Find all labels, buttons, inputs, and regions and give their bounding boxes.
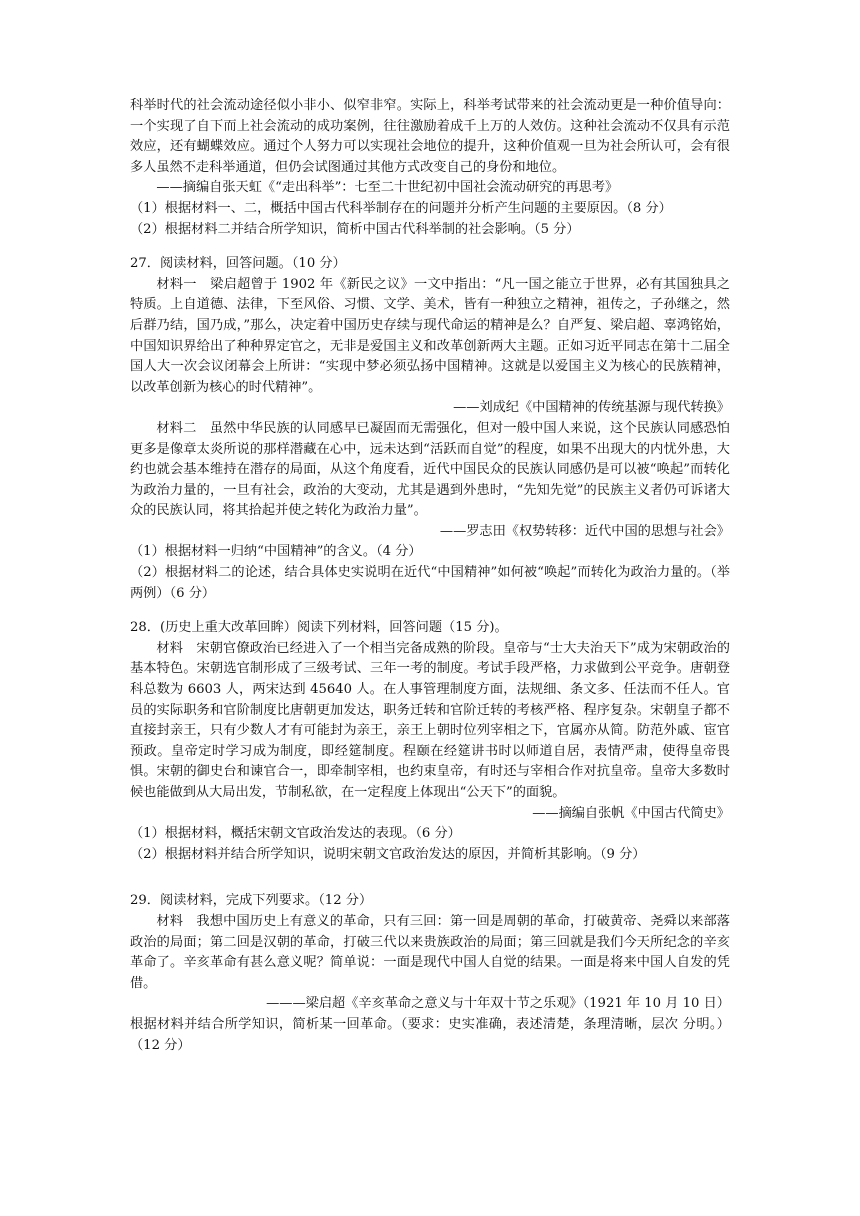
q28-material: 材料 宋朝官僚政治已经进入了一个相当完备成熟的阶段。皇帝与“士大夫治天下”成为宋朝政治的基本特色。宋朝选官制形成了三级考试、三年一考的制度。考试手段严格，力求做到公平竞争。唐朝登科总数为 6603 人，两宋达到 45640 人。在人事管理制度方面，法规细、条文多、任法而不任人。官员的实际职务和官阶制度比唐朝更加发达，职务迁转和官阶迁转的考核严格、程序复杂。宋朝皇子都不直接封亲王，只有少数人才有可能封为亲王，亲王上朝时位列宰相之下，官属亦从简。防范外戚、宦官预政。皇帝定时学习成为制度，即经筵制度。程颐在经筵讲书时以师道自居，表情严肃，使得皇帝畏惧。宋朝的御史台和谏官合一，即牵制宰相，也约束皇帝，有时还与宰相合作对抗皇帝。皇帝大多数时候也能做到从大局出发，节制私欲，在一定程度上体现出“公天下”的面貌。 [130, 640, 730, 800]
q26-question-2: （2）根据材料二并结合所学知识，简析中国古代科举制的社会影响。（5 分） [130, 221, 580, 237]
q27-source-1: ——刘成纪《中国精神的传统基源与现代转换》 [453, 400, 730, 416]
q26-question-1: （1）根据材料一、二，概括中国古代科举制存在的问题并分析产生问题的主要原因。（8 分） [130, 200, 672, 216]
q27-material-2: 材料二 虽然中华民族的认同感早已凝固而无需强化，但对一般中国人来说，这个民族认同感恐怕更多是像章太炎所说的那样潜藏在心中，远未达到“活跃而自觉”的程度，如果不出现大的内忧外患，大约也就会基本维持在潜存的局面，从这个角度看，近代中国民众的民族认同感仍是可以被“唤起”而转化为政治力量的，一旦有社会，政治的大变动，尤其是遇到外患时，“先知先觉”的民族主义者仍可诉诸大众的民族认同，将其拾起并使之转化为政治力量”。 [130, 420, 730, 519]
q27-source-2: ——罗志田《权势转移：近代中国的思想与社会》 [439, 523, 730, 539]
q29-material: 材料 我想中国历史上有意义的革命，只有三回：第一回是周朝的革命，打破黄帝、尧舜以来部落政治的局面；第二回是汉朝的革命，打破三代以来贵族政治的局面；第三回就是我们今天所纪念的辛亥革命了。辛亥革命有甚么意义呢？简单说：一面是现代中国人自觉的结果。一面是将来中国人自发的凭借。 [130, 913, 730, 991]
q27-question-2: （2）根据材料二的论述，结合具体史实说明在近代“中国精神”如何被“唤起”而转化为政治力量的。（举两例）（6 分） [130, 565, 730, 601]
q27-material-1: 材料一 梁启超曾于 1902 年《新民之议》一文中指出：“凡一国之能立于世界，必有其国独具之特质。上自道德、法律，下至风俗、习惯、文学、美术，皆有一种独立之精神，祖传之，子孙继之，然后群乃结，国乃成，”那么，决定着中国历史存续与现代命运的精神是么？自严复、梁启超、辜鸿铭始，中国知识界给出了种种界定官之，无非是爱国主义和改革创新两大主题。正如习近平同志在第十二届全国人大一次会议闭幕会上所讲：“实现中梦必须弘扬中国精神。这就是以爱国主义为核心的民族精神，以改革创新为核心的时代精神”。 [130, 276, 730, 395]
q26-source: ——摘编自张天虹《“走出科举”：七至二十世纪初中国社会流动研究的再思考》 [156, 180, 619, 196]
q27-question-1: （1）根据材料一归纳“中国精神”的含义。（4 分） [130, 544, 422, 560]
q29-title: 29．阅读材料，完成下列要求。（12 分） [130, 893, 373, 909]
q29-source: ———梁启超《辛亥革命之意义与十年双十节之乐观》（1921 年 10 月 10 日） [266, 996, 730, 1012]
q28-title: 28．(历史上重大改革回眸）阅读下列材料，回答问题（15 分)。 [130, 620, 508, 636]
q28-question-2: （2）根据材料并结合所学知识，说明宋朝文官政治发达的原因，并简析其影响。（9 分） [130, 846, 646, 862]
q29-requirement: 根据材料并结合所学知识，简析某一回革命。（要求：史实准确，表述清楚，条理清晰，层次 分明。）（12 分） [130, 1016, 730, 1053]
q27-title: 27．阅读材料，回答问题。（10 分） [130, 256, 346, 272]
exam-page [130, 96, 730, 1056]
q28-source: ——摘编自张帆《中国古代简史》 [532, 805, 730, 821]
q28-question-1: （1）根据材料，概括宋朝文官政治发达的表现。（6 分） [130, 826, 461, 842]
q26-material-paragraph: 科举时代的社会流动途径似小非小、似窄非窄。实际上，科举考试带来的社会流动更是一种价值导向：一个实现了自下而上社会流动的成功案例，往往激励着成千上万的人效仿。这种社会流动不仅具有示范效应，还有蝴蝶效应。通过个人努力可以实现社会地位的提升，这种价值观一旦为社会所认可，会有很多人虽然不走科举通道，但仍会试图通过其他方式改变自己的身份和地位。 [130, 98, 730, 175]
